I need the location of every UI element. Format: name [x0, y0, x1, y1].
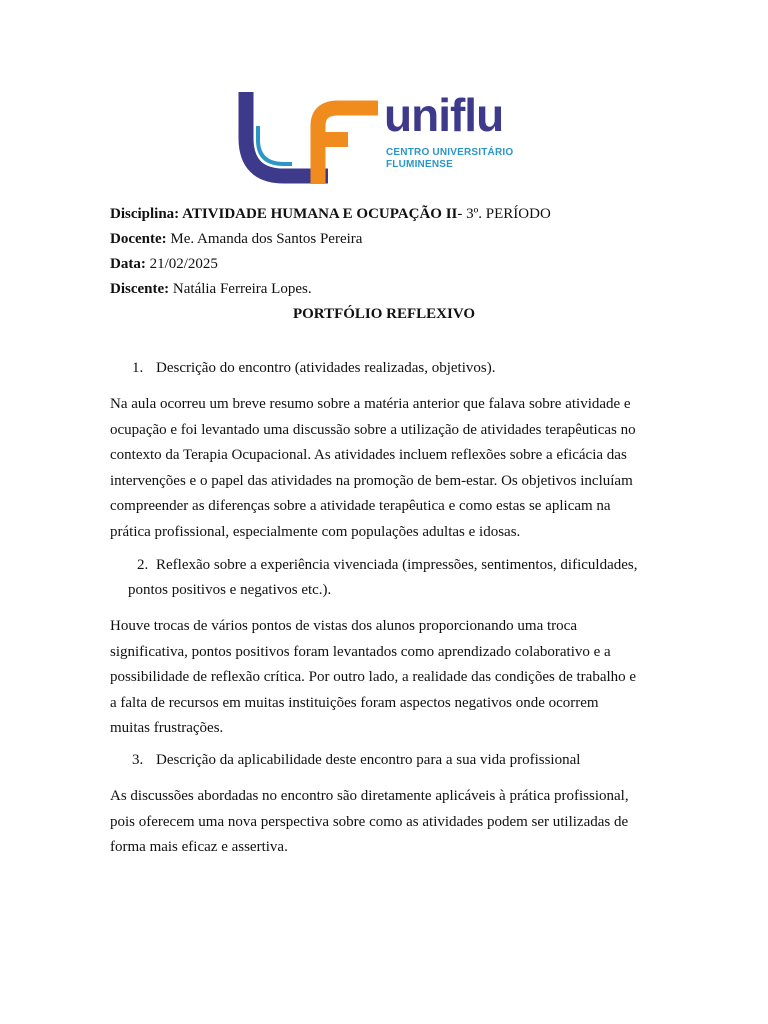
logo-subtitle-line1: CENTRO UNIVERSITÁRIO: [386, 147, 514, 158]
answer-1-line: intervenções e o papel das atividades na promoção de bem-estar. Os objetivos incluíam: [110, 472, 633, 489]
question-1: [132, 356, 495, 381]
question-3-number: 3.: [132, 752, 144, 768]
disciplina-label: Disciplina:: [110, 206, 180, 222]
discente-value: Natália Ferreira Lopes.: [169, 281, 312, 297]
disciplina-row: [110, 202, 660, 227]
answer-2-line: significativa, pontos positivos foram levantados como aprendizado colaborativo e a: [110, 643, 611, 660]
data-row: [110, 252, 660, 277]
discente-label: Discente:: [110, 281, 170, 297]
logo-wordmark: uniflu: [384, 89, 504, 141]
answer-1-line: contexto da Terapia Ocupacional. As atividades incluem reflexões sobre a eficácia das: [110, 447, 627, 463]
data-value: 21/02/2025: [145, 256, 218, 272]
answer-2: [110, 614, 660, 742]
answer-1-line: ocupação e foi levantado uma discussão sobre a utilização de atividades terapêuticas no: [110, 421, 636, 438]
answer-1: [110, 392, 660, 545]
uf-monogram-icon: [232, 86, 382, 186]
question-2-text-line2: pontos positivos e negativos etc.).: [128, 582, 332, 598]
question-2-text-line1: Reflexão sobre a experiência vivenciada (impressões, sentimentos, dificuldades,: [156, 557, 638, 573]
docente-value: Me. Amanda dos Santos Pereira: [166, 231, 363, 247]
header-info: [110, 202, 660, 302]
discente-row: [110, 277, 660, 302]
data-label: Data:: [110, 256, 146, 272]
answer-3: [110, 784, 660, 861]
disciplina-value: ATIVIDADE HUMANA E OCUPAÇÃO II: [179, 206, 458, 222]
answer-3-line: pois oferecem uma nova perspectiva sobre como as atividades podem ser utilizadas de: [110, 813, 629, 830]
question-2-number: 2.: [137, 557, 149, 573]
document-title: PORTFÓLIO REFLEXIVO: [292, 306, 476, 322]
question-1-text: Descrição do encontro (atividades realizadas, objetivos).: [156, 360, 496, 376]
question-2: [137, 553, 638, 578]
docente-row: [110, 227, 660, 252]
answer-1-line: compreender as diferenças sobre a atividade terapêutica e como estas se aplicam na: [110, 498, 611, 514]
question-1-number: 1.: [132, 360, 144, 376]
answer-1-line: Na aula ocorreu um breve resumo sobre a matéria anterior que falava sobre atividade e: [110, 396, 631, 412]
answer-2-line: Houve trocas de vários pontos de vistas dos alunos proporcionando uma troca: [110, 618, 577, 634]
answer-2-line: a falta de recursos em muitas instituições foram aspectos negativos onde ocorrem: [110, 694, 599, 711]
uniflu-logo: [232, 86, 544, 186]
answer-3-line: As discussões abordadas no encontro são diretamente aplicáveis à prática profissional,: [110, 788, 629, 804]
docente-label: Docente:: [110, 231, 167, 247]
disciplina-suffix: - 3º. PERÍODO: [457, 206, 551, 222]
answer-1-line: prática profissional, especialmente com populações adultas e idosas.: [110, 523, 521, 540]
question-2-continued: [128, 578, 331, 603]
answer-2-line: muitas frustrações.: [110, 720, 224, 736]
logo-subtitle-line2: FLUMINENSE: [386, 159, 453, 170]
question-3-text: Descrição da aplicabilidade deste encontro para a sua vida profissional: [156, 752, 581, 768]
answer-2-line: possibilidade de reflexão crítica. Por outro lado, a realidade das condições de trabalho e: [110, 669, 637, 685]
question-3: [132, 748, 580, 773]
answer-3-line: forma mais eficaz e assertiva.: [110, 839, 288, 855]
